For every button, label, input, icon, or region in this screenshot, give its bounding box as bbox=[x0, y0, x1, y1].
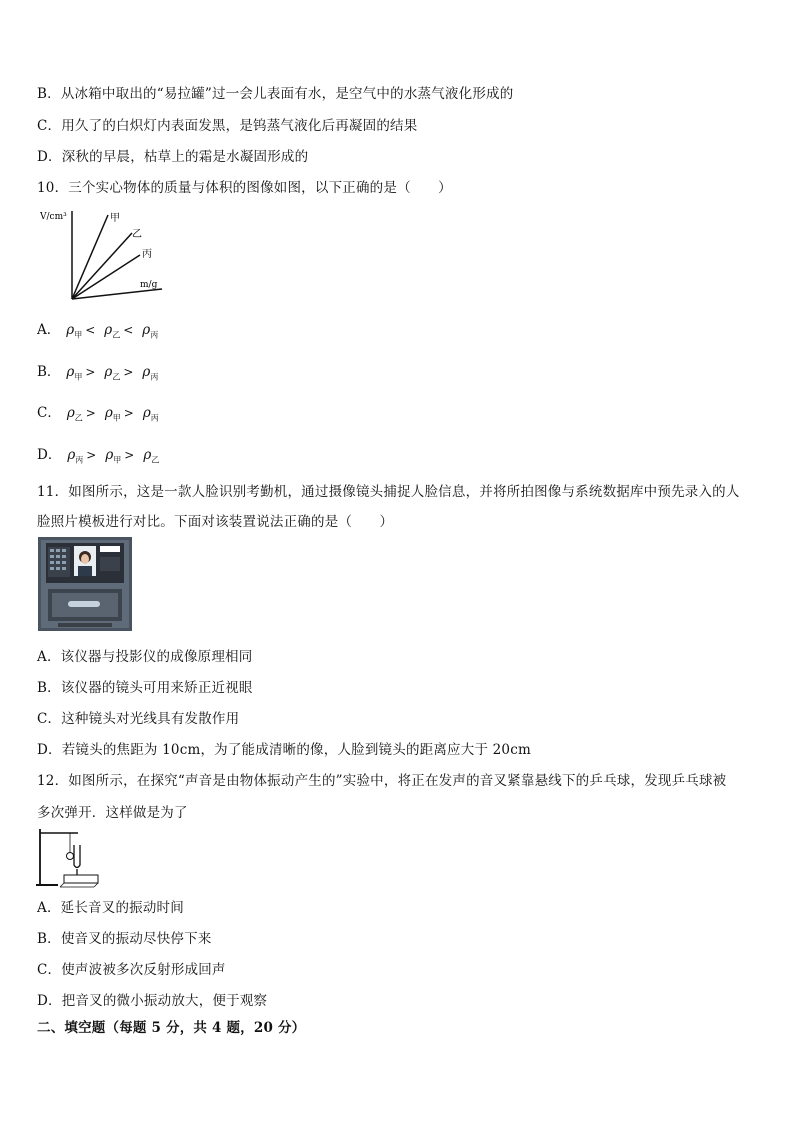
label-jia: 甲 bbox=[110, 213, 120, 224]
line-jia bbox=[72, 215, 108, 299]
label-yi: 乙 bbox=[132, 229, 142, 240]
q11-option-d: D．若镜头的焦距为 10cm，为了能成清晰的像，人脸到镜头的距离应大于 20cm bbox=[37, 742, 531, 758]
face-recognition-device-image bbox=[38, 537, 132, 631]
ping-pong-ball bbox=[67, 853, 74, 860]
x-axis-label: m/g bbox=[140, 280, 158, 290]
tuning-fork bbox=[74, 845, 80, 868]
label-bing: 丙 bbox=[142, 249, 152, 260]
q10-option-d: D． $\rho_丙$ > $\rho_甲$ > $\rho_乙$ bbox=[37, 447, 160, 465]
q10-option-b: B． $\rho_甲$ > $\rho_乙$ > $\rho_丙$ bbox=[37, 364, 159, 382]
q9-option-c: C．用久了的白炽灯内表面发黑，是钨蒸气液化后再凝固的结果 bbox=[37, 118, 418, 134]
q11-option-a: A．该仪器与投影仪的成像原理相同 bbox=[37, 649, 253, 665]
tuning-fork-experiment-image bbox=[34, 825, 104, 889]
q9-option-d: D．深秋的早晨，枯草上的霜是水凝固形成的 bbox=[37, 149, 309, 165]
q10-stem: 10．三个实心物体的质量与体积的图像如图，以下正确的是（ ） bbox=[37, 180, 452, 196]
y-axis-label: V/cm³ bbox=[40, 212, 67, 222]
q12-stem-line2: 多次弹开．这样做是为了 bbox=[37, 805, 188, 821]
q11-stem-line2: 脸照片模板进行对比。下面对该装置说法正确的是（ ） bbox=[37, 514, 394, 530]
resonance-box bbox=[64, 875, 98, 883]
q11-option-c: C．这种镜头对光线具有发散作用 bbox=[37, 711, 240, 727]
q12-option-b: B．使音叉的振动尽快停下来 bbox=[37, 931, 212, 947]
q12-option-d: D．把音叉的微小振动放大，便于观察 bbox=[37, 993, 268, 1009]
mass-volume-graph bbox=[40, 205, 170, 305]
q12-stem-line1: 12．如图所示，在探究“声音是由物体振动产生的”实验中，将正在发声的音叉紧靠悬线下的乒乓球，发现乒乓球被 bbox=[37, 773, 727, 789]
q11-option-b: B．该仪器的镜头可用来矫正近视眼 bbox=[37, 680, 253, 696]
q11-stem-line1: 11．如图所示，这是一款人脸识别考勤机，通过摄像镜头捕捉人脸信息，并将所拍图像与系统数据库中预先录入的人 bbox=[37, 484, 740, 500]
q9-option-b: B．从冰箱中取出的“易拉罐”过一会儿表面有水，是空气中的水蒸气液化形成的 bbox=[37, 86, 514, 102]
q12-option-c: C．使声波被多次反射形成回声 bbox=[37, 962, 226, 978]
q10-option-c: C． $\rho_乙$ > $\rho_甲$ > $\rho_丙$ bbox=[37, 405, 159, 423]
q12-option-a: A．延长音叉的振动时间 bbox=[37, 900, 184, 916]
q10-option-a: A． $\rho_甲$ < $\rho_乙$ < $\rho_丙$ bbox=[37, 322, 159, 340]
section-2-heading: 二、填空题（每题 5 分，共 4 题，20 分） bbox=[37, 1020, 306, 1036]
